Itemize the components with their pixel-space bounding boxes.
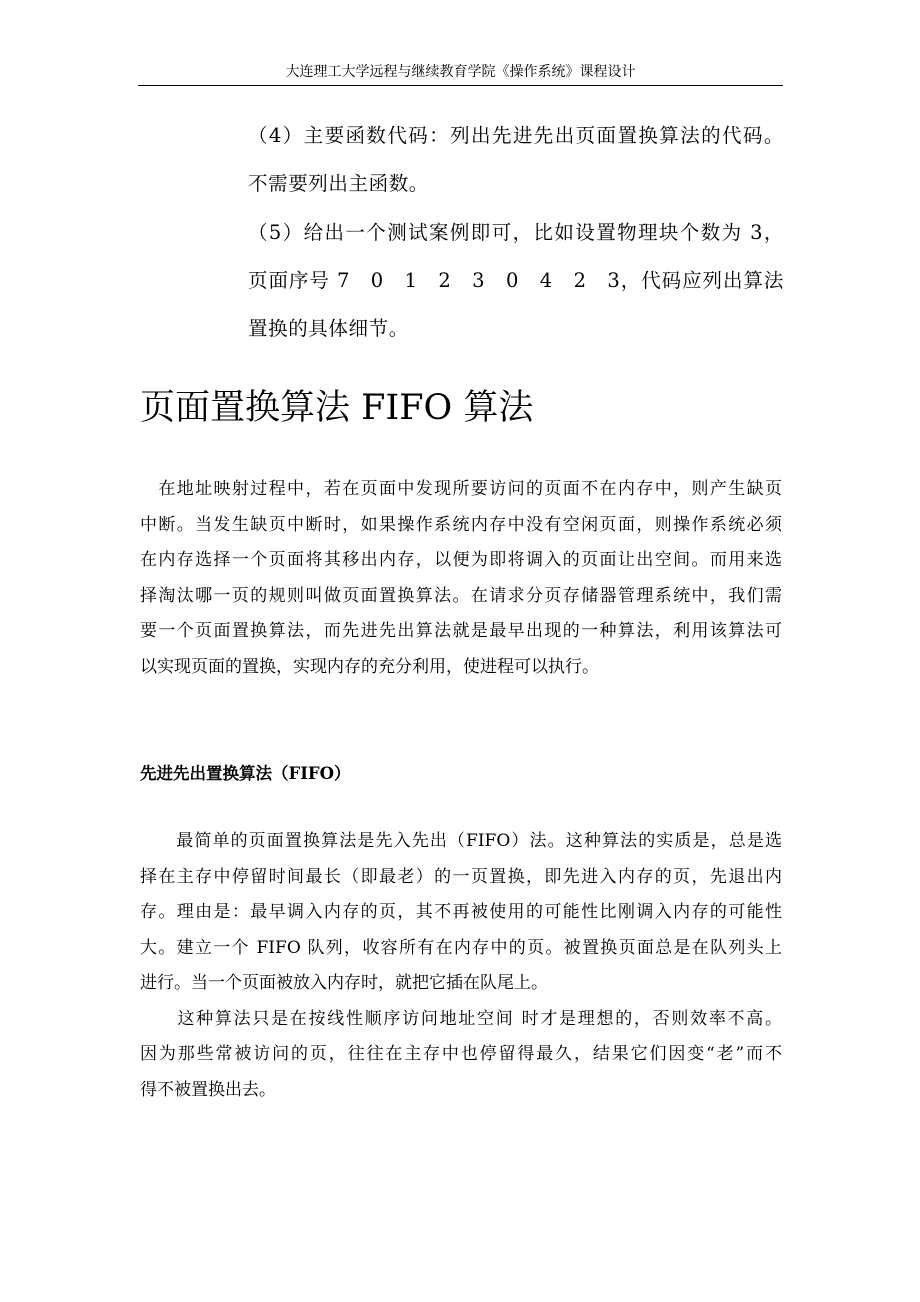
header-divider (138, 85, 783, 86)
intro-paragraph (140, 472, 782, 685)
paragraph-line: 大。建立一个 FIFO 队列，收容所有在内存中的页。被置换页面总是在队列头上 (140, 937, 782, 958)
paragraph-line: 择淘汰哪一页的规则叫做页面置换算法。在请求分页存储器管理系统中，我们需 (140, 585, 782, 606)
fifo-paragraph (140, 824, 782, 1108)
requirement-line: （4）主要函数代码：列出先进先出页面置换算法的代码。 (248, 124, 784, 147)
paragraph-line: 进行。当一个页面被放入内存时，就把它插在队尾上。 (140, 973, 548, 993)
requirement-line: 不需要列出主函数。 (248, 172, 429, 195)
paragraph-line: 得不被置换出去。 (140, 1079, 276, 1100)
requirement-line: 置换的具体细节。 (248, 317, 409, 340)
paragraph-line: 中断。当发生缺页中断时，如果操作系统内存中没有空闲页面，则操作系统必须 (140, 514, 782, 535)
paragraph-line: 择在主存中停留时间最长（即最老）的一页置换，即先进入内存的页，先退出内 (140, 866, 782, 887)
paragraph-line: 以实现页面的置换，实现内存的充分利用，使进程可以执行。 (140, 656, 599, 677)
requirement-line: （5）给出一个测试案例即可，比如设置物理块个数为 3， (248, 221, 784, 244)
section-title: 页面置换算法 FIFO 算法 (140, 388, 534, 428)
requirement-line: 页面序号 7 0 1 2 3 0 4 2 3，代码应列出算法 (248, 269, 784, 292)
page-header: 大连理工大学远程与继续教育学院《操作系统》课程设计 (285, 64, 636, 80)
paragraph-line: 存。理由是：最早调入内存的页，其不再被使用的可能性比刚调入内存的可能性 (140, 902, 782, 922)
paragraph-line: 在内存选择一个页面将其移出内存，以便为即将调入的页面让出空间。而用来选 (140, 550, 782, 570)
paragraph-line: 要一个页面置换算法，而先进先出算法就是最早出现的一种算法，利用该算法可 (140, 621, 782, 641)
subheading: 先进先出置换算法（FIFO） (140, 764, 351, 783)
paragraph-line: 这种算法只是在按线性顺序访问地址空间 时才是理想的，否则效率不高。 (140, 1008, 782, 1029)
paragraph-line: 因为那些常被访问的页，往往在主存中也停留得最久，结果它们因变“老”而不 (140, 1044, 782, 1064)
paragraph-line: 在地址映射过程中，若在页面中发现所要访问的页面不在内存中，则产生缺页 (140, 479, 782, 499)
paragraph-line: 最简单的页面置换算法是先入先出（FIFO）法。这种算法的实质是，总是选 (140, 831, 782, 851)
